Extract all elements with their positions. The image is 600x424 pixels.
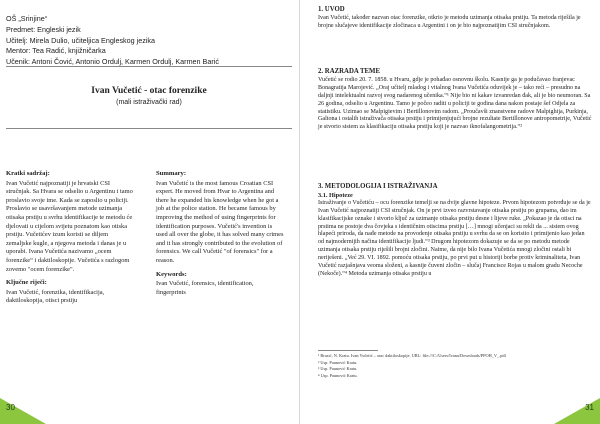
- section-1-heading: 1. UVOD: [318, 6, 345, 13]
- footnote-rule: [318, 350, 378, 351]
- page-number-right: 31: [585, 403, 594, 412]
- title-rule-top: [6, 66, 292, 67]
- section-2-heading: 2. RAZRADA TEME: [318, 68, 380, 75]
- header-students: Učenik: Antoni Čović, Antonio Ordulj, Karmen Ordulj, Karmen Barić: [6, 57, 219, 67]
- summary-hr-heading: Kratki sadržaj:: [6, 170, 50, 177]
- keywords-hr: Ivan Vučetić, forenzika, identifikacija, daktiloskopija, otisci prstiju: [6, 288, 105, 305]
- summary-hr-body: Ivan Vučetić najpoznatiji je hrvatski CSI stručnjak. Sa Hvara se odselio u Argentinu i tamo proslavio svoje ime. Kada se zaposlio u policiji. Proslavio se usavršavanjem metode uzimanja otisaka prstiju u svrhu identifikacije te metodu će djelovati u cijelom svijetu poznatom kao otiska prstiju. Vučetićev izum koristi se diljem zemaljske kugle, a njegova metoda i danas je u uporabi. Ivana Vučetića nazivamo „ocem forenzike“ i daktiloskopije. Vučetića s razlogom zovemo "ocem forenzike".: [6, 179, 133, 273]
- section-topic: [318, 68, 592, 132]
- section-1-body: Ivan Vučetić, također nazvan otac forenzike, otkrio je metodu uzimanja otisaka prstiju. Ta metoda riješila je brojne slučajeve identifikacije zločinaca u Argentini i on je bio najpoznatijim CSI stručnjakom.: [318, 14, 581, 29]
- section-2-body: Vučetić se rodio 20. 7. 1858. u Hvaru, gdje je pohađao osnovnu školu. Kasnije ga je podučavao franjevac Bonagratija Marojević. „Oraj učitelj mladog i vitalnog Ivana Vučetića oduvijek je – tako reći – presudno na daljnji intelektualni razvoj svog nadarenog učenika.“¹ Nije bio ni kakav izvanredan đak, ali je bio neumoran. Sa 26 godina, odselio u Argentinu. Tamo je počeo raditi u policiji te godina dana nakon postaje šef Odjela za statistiku. Uzimao se Malpigievim i Bertillonovim radom. „Proučavši znanstvene radove Malpighija, Purkinja, Galtona i ostalih istraživača otisaka prstiju i primijenjujući brojne rezultate Bertillonove antropometrije, Vučetić je stvorio sistem za klasifikaciju otisaka prstiju koji je nazvao iknofalangometrija.“²: [318, 76, 592, 131]
- section-3-body: Istraživanje o Vučetiću – ocu forenzike temelji se na dvije glavne hipoteze. Prvom hipotezom potvrđuje se da je Ivan Vučetić najpoznatiji CSI stručnjak. On je prvi izveo razvrstavanje otisaka prstiju po grupama, dao im klasifikacijske oznake i stvorio ključ za uzimanje otisaka prstiju desne i lijeve ruke. „Pokazao je da otisci na prstima ne postoje dva čovjeka s identičnim otiscima prstiju […] mnogi učenjaci su rekli da ... sistem ovog hlapeći priroda, da nađe metode na provodenje otisaka prstiju u svrhu da se on koristio i primijenio kao jedan od najmodernijih načina identifikacije ljudi.“³ Drugom hipotezom dokazuje se da se po metodu metode uzimanja otisaka prstiju riješili brojni zločini. Naime, da nije bilo Ivana Vučetića mnogi zločini ostali bi neriješeni. „Već 29. VI. 1892. pomoću otisaka prstiju, po prvi put u historiji borbe protiv kriminaliteta, Ivan Vučetić razjašnjava veoma složeni, a kasnije čuveni zločin – slučaj Francisce Rojas u malom gradu Necoche (Nekoče).“⁴ Metoda uzimanja otisaka prstiju u: [318, 199, 591, 277]
- section-3-heading: 3. METODOLOGIJA I ISTRAŽIVANJA: [318, 183, 438, 190]
- footnotes: [318, 353, 592, 379]
- keywords-en-heading: Keywords:: [156, 270, 187, 278]
- footnote-item: ⁴ Usp. Paunović Kratu.: [318, 372, 358, 378]
- header-subject: Predmet: Engleski jezik: [6, 24, 81, 34]
- section-methodology: [318, 183, 592, 279]
- summary-en-heading: Summary:: [156, 170, 187, 177]
- page-spine-divider: [299, 0, 300, 424]
- header-teacher: Učitelj: Mirela Dulio, učiteljica Engleskog jezika: [6, 35, 156, 45]
- keywords-en: Ivan Vučetić, forensics, identification, fingerprints: [156, 280, 254, 296]
- title-rule-bottom: [6, 128, 292, 129]
- keywords-hr-heading: Ključne riječi:: [6, 279, 47, 287]
- document-subtitle: (mali istraživački rad): [116, 99, 182, 106]
- summary-en-body: Ivan Vučetić is the most famous Croatian CSI expert. He moved from Hvar to Argentina and there he expanded his knowledge when he got a job at the police station. He became famous by improving the method of using fingerprints for identification purposes. Vučetić's invention is used all over the globe, it has solved many crimes and it has strongly contributed to the evolution of forensics. We call Vučetić "of forensics" for a reason.: [156, 179, 284, 264]
- header-school: OŠ „Srinjine“: [6, 14, 48, 23]
- footnote-item: ¹ Brusić, N. Kratu. Ivan Vučetić – otac daktiloskopije. URL: file:///C:/Users/Ivana/Downloads/PPOH_V_.pdf: [318, 353, 506, 358]
- section-introduction: [318, 6, 592, 31]
- summary-english: [156, 170, 284, 302]
- document-header: [6, 14, 219, 68]
- header-mentor: Mentor: Tea Radić, knjižničarka: [6, 46, 106, 56]
- page-number-left: 30: [6, 403, 15, 412]
- document-title: Ivan Vučetić - otac forenzike: [91, 86, 207, 96]
- footnote-item: ³ Usp. Paunović Kratu.: [318, 366, 358, 372]
- section-3-subheading: 3.1. Hipoteze: [318, 191, 353, 199]
- summary-croatian: [6, 170, 134, 311]
- footnote-item: ² Usp. Paunović Kratu.: [318, 359, 358, 365]
